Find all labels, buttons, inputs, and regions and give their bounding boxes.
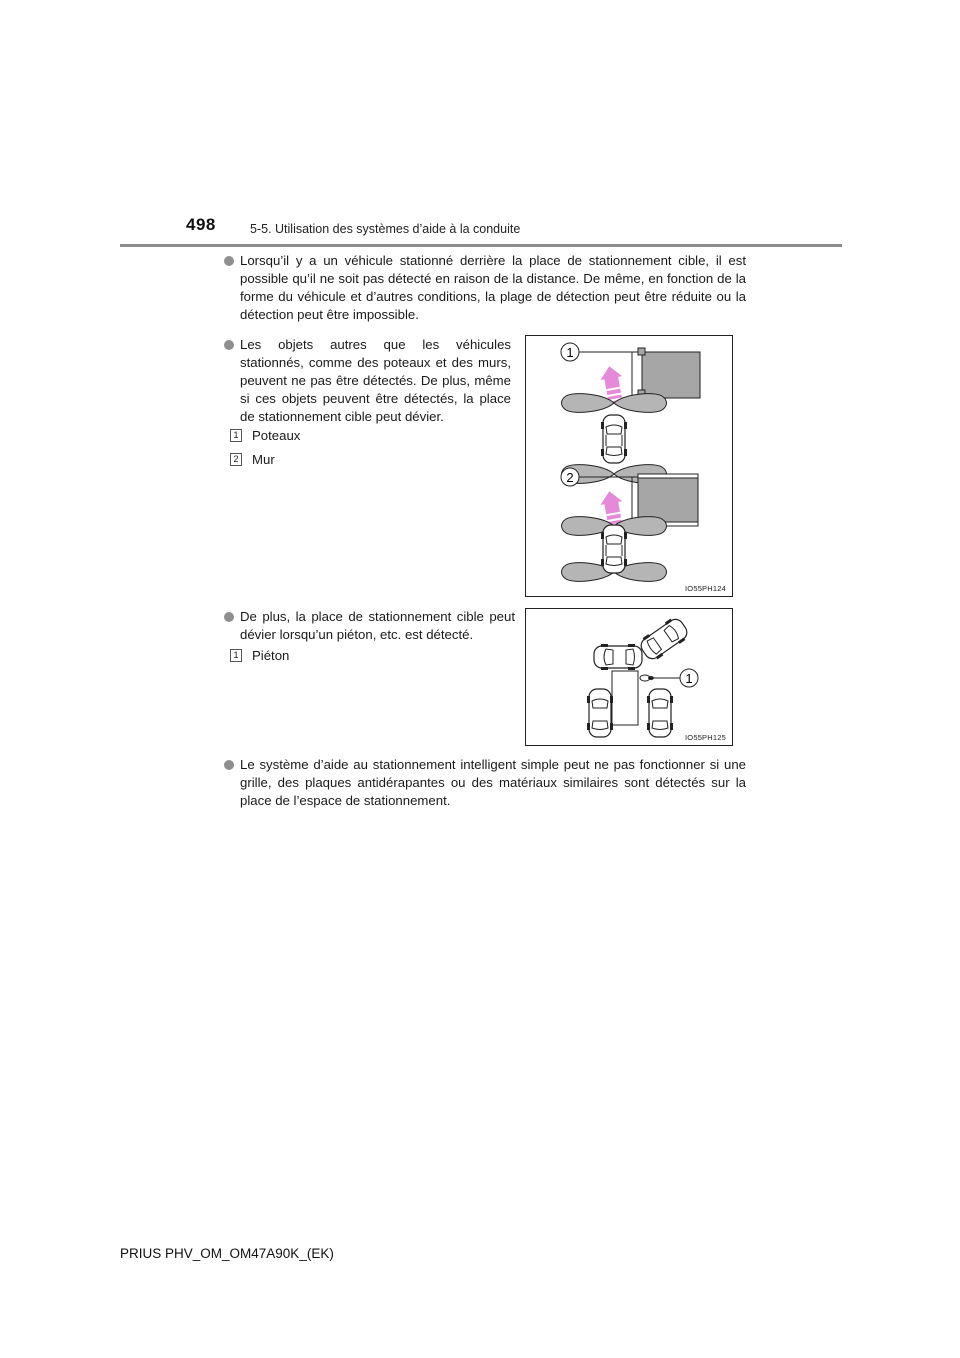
header-divider <box>120 244 842 247</box>
legend-label: Mur <box>252 452 275 467</box>
legend-label: Piéton <box>252 648 290 663</box>
paragraph-detection-range: Lorsqu’il y a un véhicule stationné derrière la place de stationnement cible, il est possible qu’il ne soit pas détecté en raison de la distance. De même, en fonction de la forme du véhicule et d’autres conditions, la plage de détection peut être réduite ou la détection peut être impossible. <box>240 253 746 322</box>
callout-number: 1 <box>230 649 242 662</box>
callout-number: 2 <box>230 453 242 466</box>
legend-item-poles <box>230 428 300 443</box>
callout-1: 1 <box>566 345 574 360</box>
figure-code: IO55PH124 <box>685 584 726 593</box>
callout-1: 1 <box>685 671 693 686</box>
bullet-icon <box>224 256 234 266</box>
figure-pedestrian-illustration <box>526 609 732 745</box>
paragraph-objects: Les objets autres que les véhicules stationnés, comme des poteaux et des murs, peuvent ne pas être détectés. De plus, même si ces objets peuvent être détectés, la place de stationnement cible peut dévier. <box>240 337 511 424</box>
figure-pedestrian <box>525 608 733 746</box>
legend-item-pedestrian <box>230 648 289 663</box>
page-number: 498 <box>186 215 216 234</box>
legend-item-wall <box>230 452 275 467</box>
document-id: PRIUS PHV_OM_OM47A90K_(EK) <box>120 1246 334 1261</box>
bullet-icon <box>224 612 234 622</box>
section-title: 5-5. Utilisation des systèmes d’aide à la conduite <box>250 222 521 236</box>
legend-label: Poteaux <box>252 428 301 443</box>
callout-2: 2 <box>566 470 574 485</box>
callout-number: 1 <box>230 429 242 442</box>
paragraph-pedestrian: De plus, la place de stationnement cible peut dévier lorsqu’un piéton, etc. est détecté. <box>240 609 515 642</box>
figure-code: IO55PH125 <box>685 733 726 742</box>
figure-poles-wall <box>525 335 733 597</box>
bullet-icon <box>224 340 234 350</box>
bullet-icon <box>224 760 234 770</box>
figure-poles-wall-illustration <box>526 336 732 596</box>
paragraph-grating: Le système d’aide au stationnement intelligent simple peut ne pas fonctionner si une grille, des plaques antidérapantes ou des matériaux similaires sont détectés sur la place de l’espace de stationnement. <box>240 757 746 808</box>
